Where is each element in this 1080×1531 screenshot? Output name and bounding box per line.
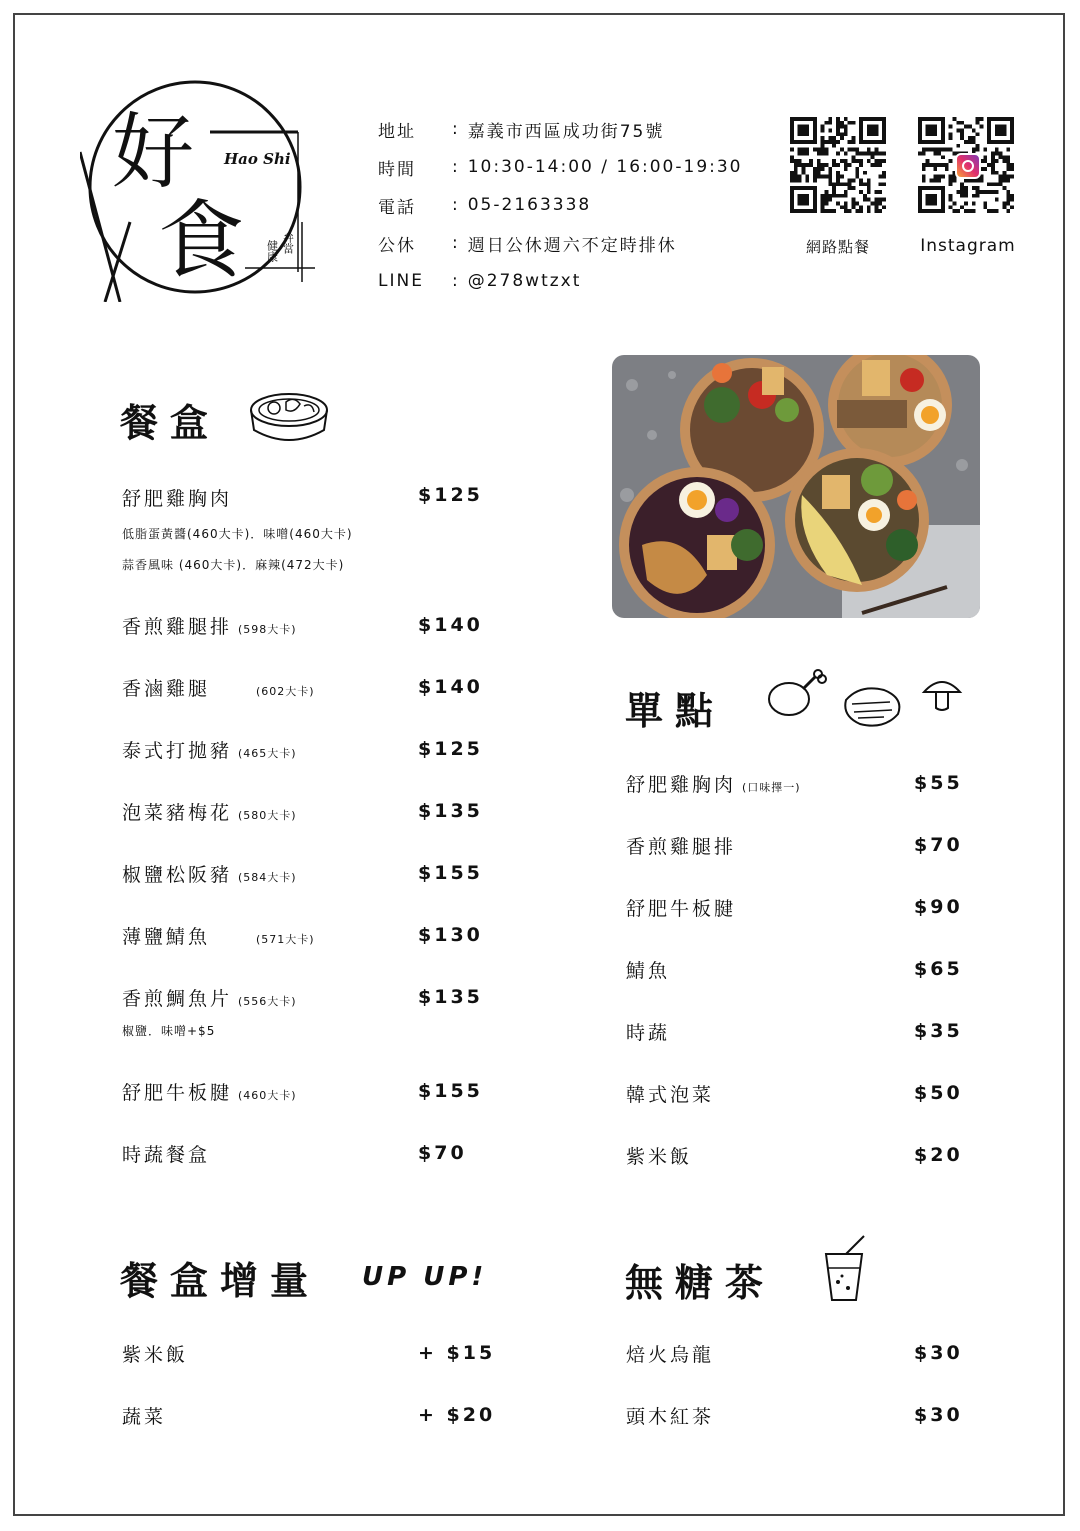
- bento-item-price: $155: [418, 862, 483, 884]
- single-item-name: 鯖魚: [626, 960, 671, 982]
- single-item-note: (口味擇一): [742, 781, 801, 794]
- instagram-qr-label: Instagram: [920, 236, 1016, 256]
- contact-value: @278wtzxt: [467, 271, 582, 291]
- bento-item-name: 泡菜豬梅花: [122, 802, 233, 824]
- single-item-name: 香煎雞腿排: [626, 836, 737, 858]
- bento-item-name: 舒肥雞胸肉: [122, 488, 233, 510]
- tea-item-name: 焙火烏龍: [626, 1344, 715, 1366]
- bento-item: [122, 736, 297, 763]
- upsize-item-price: + $20: [418, 1404, 496, 1426]
- upsize-item-name: 紫米飯: [122, 1344, 189, 1366]
- bento-item-name: 舒肥牛板腱: [122, 1082, 233, 1104]
- upsize-section-title: 餐盒增量: [120, 1259, 321, 1303]
- contact-value: 嘉義市西區成功街75號: [467, 121, 665, 142]
- contact-label: 公休: [378, 235, 416, 256]
- bento-item-price: $135: [418, 986, 483, 1008]
- bento-item-price: $140: [418, 676, 483, 698]
- bento-item-cal: (584大卡): [238, 871, 297, 884]
- bento-item-price: $140: [418, 614, 483, 636]
- bento-item-cal: (602大卡): [256, 685, 315, 698]
- single-item-name: 舒肥雞胸肉: [626, 774, 737, 796]
- logo-romanized: Hao Shi: [224, 150, 291, 168]
- bento-item-price: $125: [418, 738, 483, 760]
- bento-item: [122, 860, 297, 887]
- mushroom-icon: [920, 672, 964, 716]
- bento-item: [122, 612, 297, 639]
- single-item: [626, 770, 801, 797]
- logo-tagline-b: 弁當: [281, 232, 295, 254]
- upsize-item-name: 蔬菜: [122, 1406, 167, 1428]
- logo-char-top: 好: [112, 105, 195, 200]
- logo-char-bottom: 食: [158, 191, 244, 291]
- bento-item-cal: (460大卡): [238, 1089, 297, 1102]
- contact-value: 週日公休週六不定時排休: [467, 235, 677, 256]
- bento-item-price: $135: [418, 800, 483, 822]
- single-item-price: $65: [914, 958, 963, 980]
- bento-fish-note: 椒鹽．味噌+$5: [122, 1024, 216, 1038]
- brand-logo: [80, 72, 315, 302]
- bento-box-icon: [248, 388, 330, 448]
- bento-chicken-note-1: 低脂蛋黃醬(460大卡)．味噌(460大卡): [122, 527, 353, 541]
- bento-item-cal: (571大卡): [256, 933, 315, 946]
- single-item-price: $55: [914, 772, 963, 794]
- contact-row-address: 地址 : 嘉義市西區成功街75號: [378, 110, 743, 148]
- contact-label: 時間: [378, 159, 416, 180]
- drink-cup-icon: [818, 1234, 870, 1304]
- bento-item-name: 泰式打拋豬: [122, 740, 233, 762]
- instagram-icon: [955, 153, 981, 179]
- contact-value: 05-2163338: [467, 195, 592, 215]
- bento-item-name: 香煎雞腿排: [122, 616, 233, 638]
- drumstick-icon: [765, 665, 829, 723]
- contact-row-phone: 電話 : 05-2163338: [378, 186, 743, 224]
- tea-item-price: $30: [914, 1404, 963, 1426]
- contact-row-closed: 公休 : 週日公休週六不定時排休: [378, 224, 743, 262]
- contact-info: [378, 110, 743, 300]
- bento-item: [122, 984, 297, 1011]
- bento-item-cal: (580大卡): [238, 809, 297, 822]
- order-qr-label: 網路點餐: [805, 238, 870, 256]
- tea-item-name: 頭木紅茶: [626, 1406, 715, 1428]
- bento-chicken-note-2: 蒜香風味 (460大卡)．麻辣(472大卡): [122, 558, 345, 572]
- bento-item-cal: (465大卡): [238, 747, 297, 760]
- tea-item-price: $30: [914, 1342, 963, 1364]
- bento-item-price: $155: [418, 1080, 483, 1102]
- bento-item: [122, 798, 297, 825]
- single-item-price: $35: [914, 1020, 963, 1042]
- single-item-price: $50: [914, 1082, 963, 1104]
- single-section-title: 單點: [625, 689, 726, 733]
- bento-item: [122, 674, 315, 701]
- bento-section-title: 餐盒: [120, 401, 221, 445]
- logo-tagline-a: 健康: [265, 240, 279, 262]
- contact-row-line: LINE : @278wtzxt: [378, 271, 582, 291]
- bento-item: [122, 922, 315, 949]
- bento-item-price: $125: [418, 484, 483, 506]
- bento-item-cal: (556大卡): [238, 995, 297, 1008]
- single-item-name: 紫米飯: [626, 1146, 693, 1168]
- upsize-section-suffix: UP UP!: [362, 1262, 488, 1292]
- upsize-item-price: + $15: [418, 1342, 496, 1364]
- bento-item-name: 香滷雞腿: [122, 678, 211, 700]
- bento-item-name: 時蔬餐盒: [122, 1144, 211, 1166]
- contact-row-hours: 時間 : 10:30-14:00 / 16:00-19:30: [378, 148, 743, 186]
- single-item-name: 時蔬: [626, 1022, 671, 1044]
- bento-item-price: $70: [418, 1142, 467, 1164]
- bento-item-name: 薄鹽鯖魚: [122, 926, 211, 948]
- single-item-name: 韓式泡菜: [626, 1084, 715, 1106]
- contact-value: 10:30-14:00 / 16:00-19:30: [467, 157, 743, 177]
- bento-photo: [612, 355, 980, 618]
- bento-item-price: $130: [418, 924, 483, 946]
- single-item-price: $90: [914, 896, 963, 918]
- bento-item-name: 香煎鯛魚片: [122, 988, 233, 1010]
- single-item-name: 舒肥牛板腱: [626, 898, 737, 920]
- order-qr-code[interactable]: [790, 117, 886, 213]
- contact-label: 電話: [378, 197, 416, 218]
- bento-item: [122, 1078, 297, 1105]
- contact-label: LINE: [378, 271, 424, 291]
- steak-icon: [840, 680, 906, 732]
- bento-item-cal: (598大卡): [238, 623, 297, 636]
- tea-section-title: 無糖茶: [625, 1261, 776, 1305]
- bento-item-name: 椒鹽松阪豬: [122, 864, 233, 886]
- contact-label: 地址: [378, 121, 416, 142]
- single-item-price: $70: [914, 834, 963, 856]
- single-item-price: $20: [914, 1144, 963, 1166]
